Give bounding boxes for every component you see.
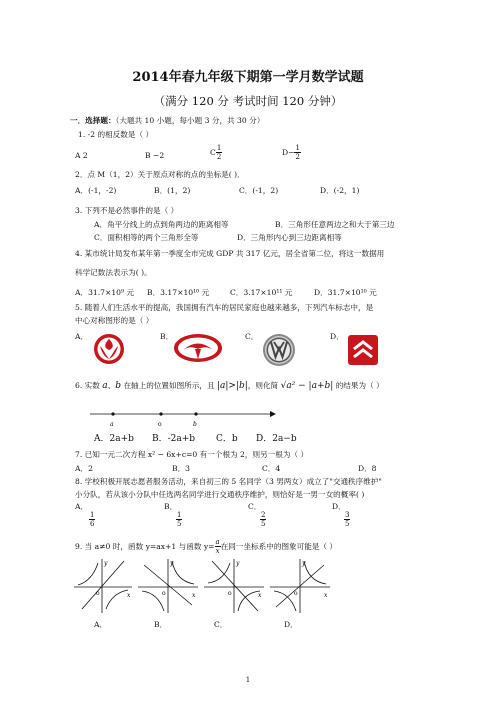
svg-text:x: x [258, 592, 262, 599]
q9-graph-b [138, 559, 198, 613]
q8-stem-line2: 小分队，若从该小分队中任选两名同学进行交通秩序维护，则恰好是一男一女的概率( ) [75, 490, 365, 499]
svg-text:o: o [96, 590, 100, 597]
q9-graph-c [204, 559, 264, 613]
car-logo-a-icon [92, 332, 126, 366]
svg-text:x: x [127, 592, 131, 599]
q8-option-a: A． $\frac{1}{6}$ [75, 502, 95, 529]
q9-stem: 9. 当 a≠0 时，函数 y=ax+1 与函数 y= $\frac{a}{x}$ 在同一坐标系中的图象可能是（ ） [75, 538, 338, 555]
q4-option-b: B．3.17×10¹⁰ 元 [147, 288, 210, 297]
q6-option-d: D．2a−b [256, 434, 297, 444]
q7-option-b: B．3 [172, 464, 191, 473]
section-label: 一．选择题： [70, 116, 116, 125]
q3-option-b: B．三角形任意两边之和大于第三边 [275, 220, 395, 229]
q4-stem: 4. 某市统计局发布某年第一季度全市完成 GDP 共 317 亿元，居全省第二位，将这一数据用 [75, 249, 385, 258]
q1-option-b: B −2 [145, 151, 165, 160]
q8-option-d: D． $\frac{3}{5}$ [332, 502, 350, 529]
q6-stem: 6. 实数 a、b 在轴上的位置如图所示，且 |a|>|b|，则化简 √a² − |a+b| 的结果为（ ） [75, 381, 384, 391]
q7-option-d: D．8 [358, 464, 377, 473]
section-heading [70, 116, 264, 125]
svg-text:o: o [294, 590, 298, 597]
svg-text:y: y [170, 560, 174, 567]
q5-option-c: C． [245, 332, 259, 341]
q8-stem: 8. 学校积极开展志愿者服务活动，来自初三的 5 名同学（3 男两女）成立了"交通秩序维护" [75, 477, 382, 486]
q2-option-c: C．(-1，2) [239, 186, 279, 195]
q9-graph-a [74, 559, 132, 613]
q4-option-c: C．3.17×10¹¹ 元 [230, 288, 293, 297]
q6-option-c: C．b [216, 434, 238, 444]
svg-text:y: y [236, 560, 240, 567]
q9-option-b: B． [154, 620, 168, 629]
q2-option-a: A．(-1，-2) [75, 186, 117, 195]
q9-option-a: A． [94, 620, 108, 629]
page-title: 2014年春九年级下期第一学月数学试题 [132, 70, 364, 85]
number-line-label-a: a [110, 421, 114, 428]
car-logo-c-icon [262, 333, 296, 367]
q9-option-d: D． [284, 620, 298, 629]
page-subtitle: （满分 120 分 考试时间 120 分钟） [153, 94, 343, 108]
q2-option-d: D．(-2，1) [320, 186, 360, 195]
svg-text:x: x [324, 592, 328, 599]
q5-stem: 5. 随着人们生活水平的提高，我国拥有汽车的居民家庭也越来越多，下列汽车标志中，是 [75, 303, 374, 312]
q5-option-a: A． [75, 332, 89, 341]
q9-graph-d [270, 559, 330, 613]
svg-text:y: y [302, 560, 306, 567]
number-line-label-o: o [158, 421, 162, 428]
q3-option-c: C．面积相等的两个三角形全等 [94, 233, 199, 242]
section-note: （大题共 10 小题，每小题 3 分，共 30 分） [115, 116, 265, 125]
q4-stem-line2: 科学记数法表示为( )。 [75, 268, 152, 277]
q4-option-d: D．31.7×10¹⁰ 元 [314, 288, 377, 297]
q6-option-b: B．-2a+b [152, 434, 196, 444]
q7-stem: 7. 已知一元二次方程 x² − 6x+c=0 有一个根为 2，则另一根为（ ） [75, 450, 309, 459]
q1-option-a: A 2 [75, 151, 88, 160]
q6-abs-expr: |a|>|b| [216, 381, 248, 391]
q2-stem: 2．点 M（1，2）关于原点对称的点的坐标是( )． [75, 170, 245, 179]
q5-stem-line2: 中心对称图形的是（ ） [75, 316, 154, 325]
q9-graphs [72, 557, 332, 615]
q6-root-expr: √a² − |a+b| [280, 381, 334, 391]
q7-option-c: C．4 [262, 464, 281, 473]
svg-text:x: x [192, 592, 196, 599]
q3-stem: 3. 下列不是必然事件的是（ ） [75, 206, 179, 215]
car-logo-b-icon [173, 333, 223, 363]
car-logo-d-icon [346, 333, 380, 367]
q4-option-a: A．31.7×10⁹ 元 [75, 288, 135, 297]
q8-option-c: C． $\frac{2}{5}$ [248, 502, 266, 529]
page-number: 1 [245, 676, 251, 684]
q9-option-c: C． [214, 620, 228, 629]
q2-option-b: B．(1，2) [154, 186, 191, 195]
q5-option-d: D． [330, 332, 344, 341]
svg-text:o: o [228, 590, 232, 597]
q3-option-a: A．角平分线上的点到角两边的距离相等 [94, 220, 229, 229]
number-line-diagram [88, 404, 278, 430]
q7-option-a: A．2 [75, 464, 93, 473]
q1-option-c: C $\frac{1}{2}$ [210, 144, 222, 161]
q3-option-d: D．三角形内心到三边距离相等 [237, 233, 342, 242]
q6-var-a: a [102, 381, 108, 391]
q6-var-b: b [115, 381, 122, 391]
q6-option-a: A．2a+b [94, 434, 134, 444]
svg-text:o: o [162, 590, 166, 597]
q1-stem: 1. -2 的相反数是（ ） [78, 130, 154, 139]
svg-text:y: y [104, 560, 108, 567]
q1-option-d: D− $\frac{1}{2}$ [282, 144, 300, 161]
number-line-label-b: b [193, 421, 197, 428]
q5-option-b: B． [160, 332, 174, 341]
q8-option-b: B． $\frac{1}{5}$ [164, 502, 182, 529]
